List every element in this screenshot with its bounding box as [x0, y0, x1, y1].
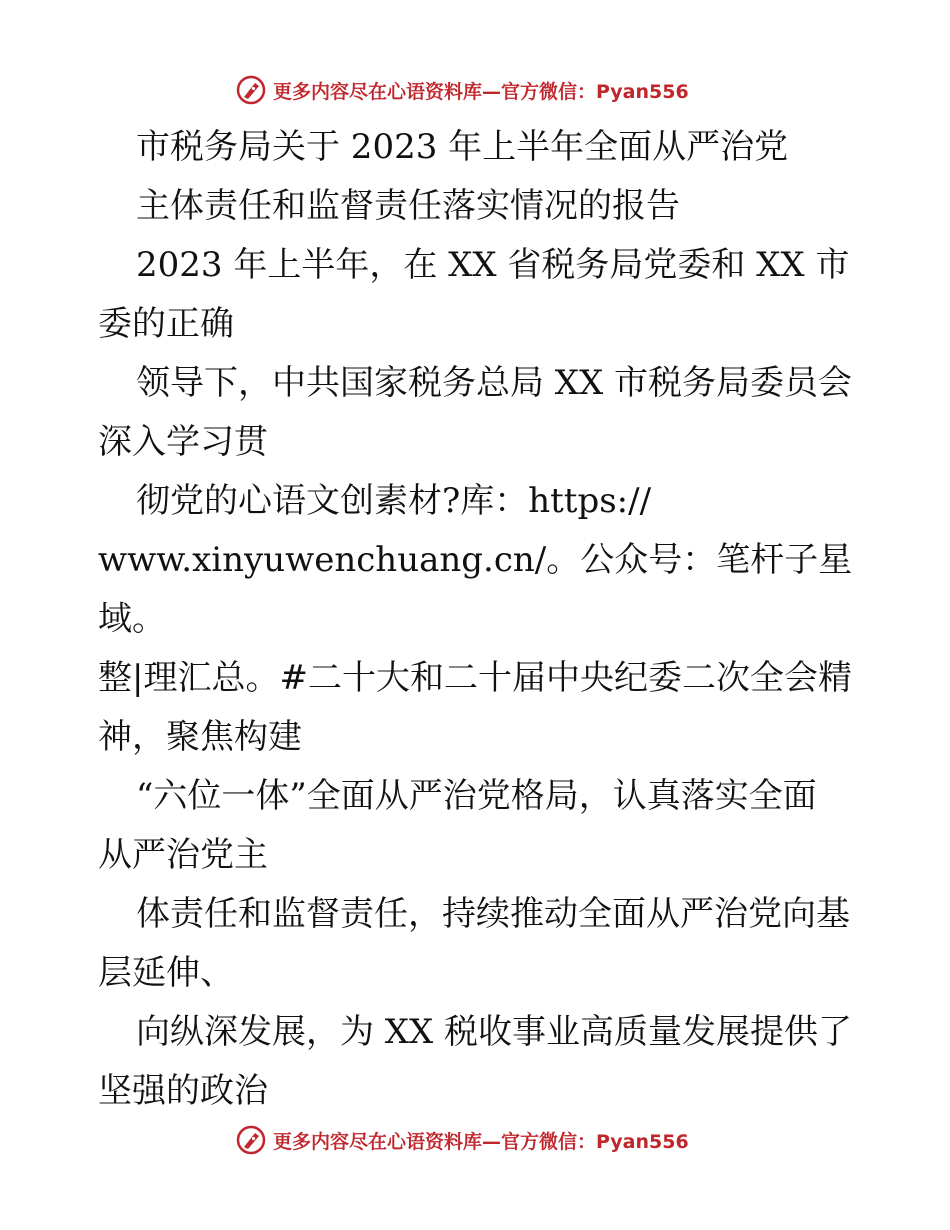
pen-nib-logo-icon — [235, 1124, 267, 1156]
footer-banner — [235, 1122, 689, 1158]
document-body — [98, 118, 868, 1121]
doc-line: 神，聚焦构建 — [98, 717, 302, 757]
doc-line: 委的正确 — [98, 304, 234, 344]
doc-line: 向纵深发展，为 XX 税收事业高质量发展提供了 — [136, 1012, 853, 1052]
doc-line: 整|理汇总。#二十大和二十届中央纪委二次全会精 — [98, 658, 852, 698]
footer-banner-text: 更多内容尽在心语资料库—官方微信：Pyan556 — [273, 1130, 689, 1153]
doc-line: 从严治党主 — [98, 835, 268, 875]
doc-line: 领导下，中共国家税务总局 XX 市税务局委员会 — [136, 363, 853, 403]
doc-line: 2023 年上半年，在 XX 省税务局党委和 XX 市 — [136, 245, 850, 285]
header-banner-text: 更多内容尽在心语资料库—官方微信：Pyan556 — [273, 80, 689, 103]
doc-line: 彻党的心语文创素材?库：https:// — [136, 481, 652, 521]
doc-line: 体责任和监督责任，持续推动全面从严治党向基 — [136, 894, 850, 934]
doc-line: 市税务局关于 2023 年上半年全面从严治党 — [136, 127, 789, 167]
header-banner — [235, 72, 689, 108]
doc-line: “六位一体”全面从严治党格局，认真落实全面 — [136, 776, 817, 816]
doc-line: 坚强的政治 — [98, 1071, 268, 1111]
doc-line: 深入学习贯 — [98, 422, 268, 462]
doc-line: 层延伸、 — [98, 953, 234, 993]
pen-nib-logo-icon — [235, 74, 267, 106]
doc-line: www.xinyuwenchuang.cn/。公众号：笔杆子星域。 — [98, 540, 853, 639]
doc-line: 主体责任和监督责任落实情况的报告 — [136, 186, 680, 226]
